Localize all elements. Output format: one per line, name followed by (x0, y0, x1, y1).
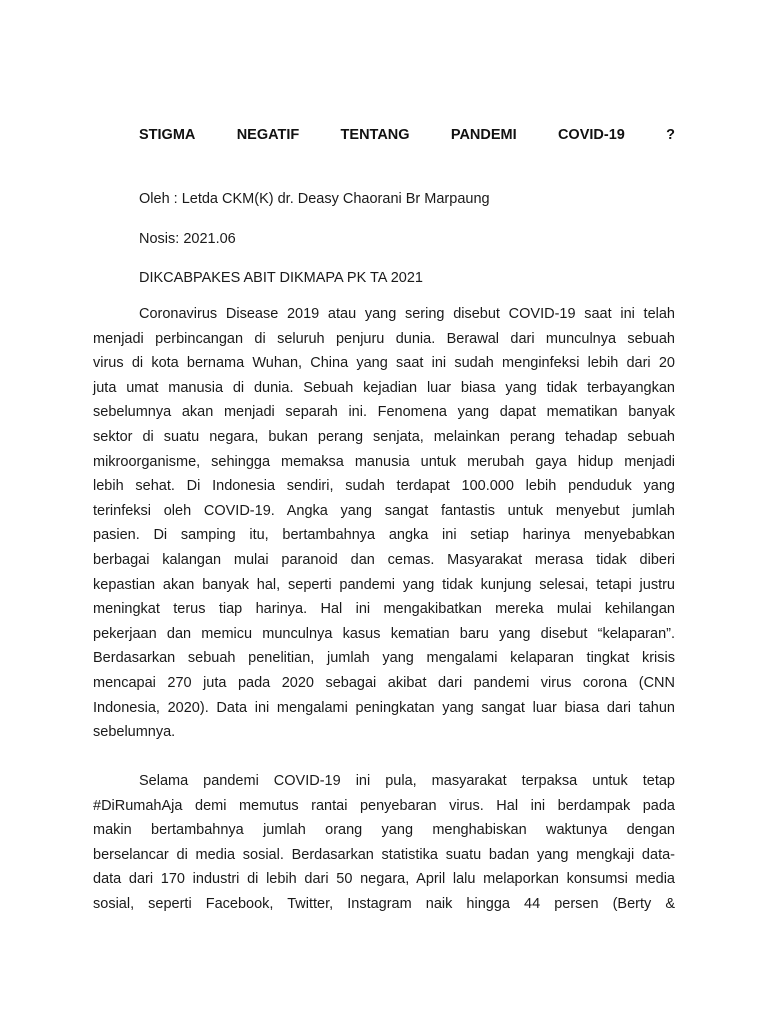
text-line: #DiRumahAja demi memutus rantai penyebaran virus. Hal ini berdampak pada (93, 797, 675, 814)
text-line: meningkat terus tiap harinya. Hal ini mengakibatkan mereka mulai kehilangan (93, 601, 675, 618)
paragraph-1 (93, 302, 675, 745)
title-word: COVID-19 (557, 127, 625, 143)
text-line: pekerjaan dan memicu munculnya kasus kematian baru yang disebut “kelaparan”. (93, 625, 675, 642)
author-line: Oleh : Letda CKM(K) dr. Deasy Chaorani Br Marpaung (139, 191, 490, 207)
title-word: ? (666, 127, 675, 143)
text-line: berbagai kalangan mulai paranoid dan cemas. Masyarakat merasa tidak diberi (93, 551, 675, 568)
text-line: juta umat manusia di dunia. Sebuah kejadian luar biasa yang tidak terbayangkan (93, 379, 675, 396)
text-line: kepastian akan banyak hal, seperti pandemi yang tidak kunjung selesai, tetapi justru (93, 576, 675, 593)
text-line: terinfeksi oleh COVID-19. Angka yang sangat fantastis untuk menyebut jumlah (93, 502, 675, 519)
text-line: Indonesia, 2020). Data ini mengalami peningkatan yang sangat luar biasa dari tahun (93, 699, 675, 716)
text-line: mikroorganisme, sehingga memaksa manusia untuk merubah gaya hidup menjadi (93, 453, 675, 470)
text-line: virus di kota bernama Wuhan, China yang saat ini sudah menginfeksi lebih dari 20 (93, 355, 675, 372)
text-line: Berdasarkan sebuah penelitian, jumlah yang mengalami kelaparan tingkat krisis (93, 650, 675, 667)
text-line: makin bertambahnya jumlah orang yang menghabiskan waktunya dengan (93, 822, 675, 839)
title-word: TENTANG (340, 127, 410, 143)
text-line: sebelumnya. (93, 724, 176, 741)
text-line: sebelumnya akan menjadi separah ini. Fenomena yang dapat mematikan banyak (93, 404, 675, 421)
text-line: Selama pandemi COVID-19 ini pula, masyarakat terpaksa untuk tetap (139, 773, 675, 789)
document-title (139, 126, 675, 144)
text-line: menjadi perbincangan di seluruh penjuru dunia. Berawal dari munculnya sebuah (93, 330, 675, 347)
text-line: lebih sehat. Di Indonesia sendiri, sudah terdapat 100.000 lebih penduduk yang (93, 478, 675, 495)
title-word: NEGATIF (236, 127, 300, 143)
unit-line: DIKCABPAKES ABIT DIKMAPA PK TA 2021 (139, 270, 423, 286)
title-word: STIGMA (139, 127, 196, 143)
text-line: mencapai 270 juta pada 2020 sebagai akibat dari pandemi virus corona (CNN (93, 674, 675, 691)
title-word: PANDEMI (450, 127, 517, 143)
text-line: Coronavirus Disease 2019 atau yang sering disebut COVID-19 saat ini telah (139, 306, 675, 322)
paragraph-2 (93, 769, 675, 917)
text-line: berselancar di media sosial. Berdasarkan statistika suatu badan yang mengkaji data- (93, 846, 675, 863)
text-line: data dari 170 industri di lebih dari 50 negara, April lalu melaporkan konsumsi media (93, 871, 675, 888)
nosis-line: Nosis: 2021.06 (139, 231, 236, 247)
text-line: sosial, seperti Facebook, Twitter, Instagram naik hingga 44 persen (Berty & (93, 895, 675, 912)
text-line: pasien. Di samping itu, bertambahnya angka ini setiap harinya menyebabkan (93, 527, 675, 544)
text-line: sektor di suatu negara, bukan perang senjata, melainkan perang tehadap sebuah (93, 428, 675, 445)
